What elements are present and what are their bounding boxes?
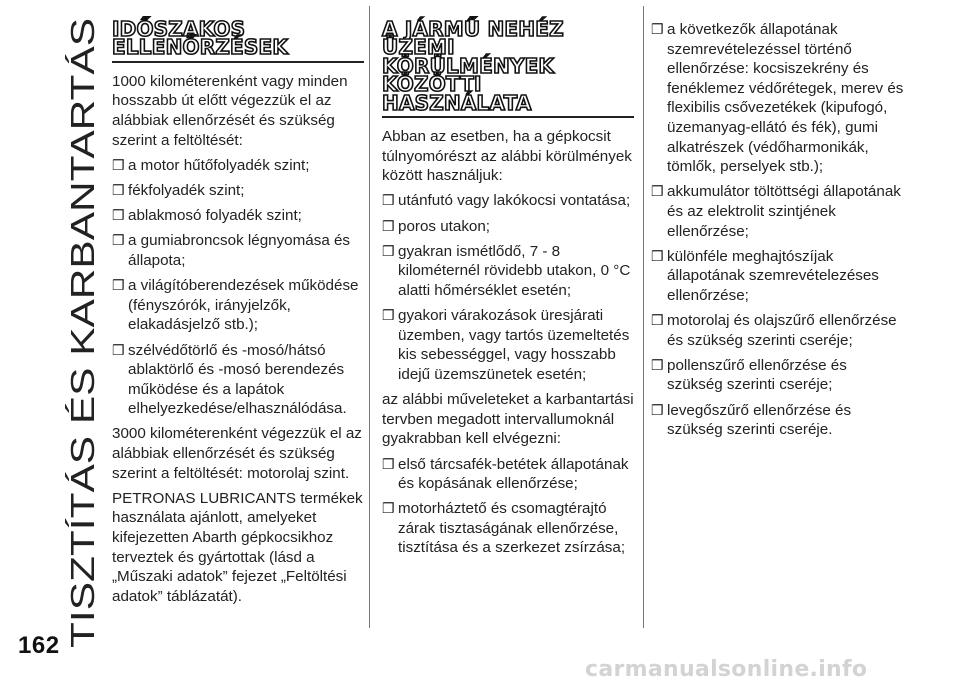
checkbox-bullet-icon: ❒ xyxy=(382,192,395,209)
checkbox-bullet-icon: ❒ xyxy=(651,356,664,373)
list-item-text: a világítóberendezések működése (fényszórók, irányjelzők, elakadásjelző stb.); xyxy=(128,277,359,334)
list-item xyxy=(112,341,364,419)
list-item xyxy=(651,20,906,177)
list-item xyxy=(382,217,634,237)
checkbox-bullet-icon: ❒ xyxy=(112,181,125,198)
paragraph: 1000 kilométerenként vagy minden hosszabb út előtt végezzük el az alábbiak ellenőrzését és szükség szerint a feltöltését: xyxy=(112,72,348,149)
list-item-text: levegőszűrő ellenőrzése és szükség szerinti cseréje. xyxy=(667,401,852,439)
column-heavy-conditions xyxy=(382,17,634,564)
list-item-text: különféle meghajtószíjak állapotának szemrevételezéses ellenőrzése; xyxy=(667,247,879,304)
checkbox-bullet-icon: ❒ xyxy=(651,401,664,418)
list-item-text: pollenszűrő ellenőrzése és szükség szerinti cseréje; xyxy=(667,356,847,394)
list-item-text: ablakmosó folyadék szint; xyxy=(128,207,302,225)
list-item xyxy=(112,156,364,176)
list-item-text: fékfolyadék szint; xyxy=(128,181,245,199)
list-item-text: poros utakon; xyxy=(398,217,491,235)
checkbox-bullet-icon: ❒ xyxy=(382,217,395,234)
checkbox-bullet-icon: ❒ xyxy=(382,455,395,472)
list-item-text: akkumulátor töltöttségi állapotának és az elektrolit szintjének ellenőrzése; xyxy=(667,183,901,240)
paragraph: 3000 kilométerenként végezzük el az alábbiak ellenőrzését és szükség szerint a feltöltését: motorolaj szint. xyxy=(112,425,362,482)
column-continued-checks xyxy=(651,20,906,445)
list-item-text: motorolaj és olajszűrő ellenőrzése és szükség szerinti cseréje; xyxy=(667,312,897,349)
list-item-text: motorháztető és csomagtérajtó zárak tisztaságának ellenőrzése, tisztítása és a szerkezet zsírzása; xyxy=(398,500,626,557)
checkbox-bullet-icon: ❒ xyxy=(651,183,664,200)
checkbox-bullet-icon: ❒ xyxy=(382,307,395,324)
list-item xyxy=(651,356,906,395)
watermark: carmanualsonline.info xyxy=(585,657,868,682)
checkbox-bullet-icon: ❒ xyxy=(651,247,664,264)
heading-line: KÖRÜLMÉNYEK xyxy=(382,53,555,78)
list-item-text: a motor hűtőfolyadék szint; xyxy=(128,156,310,174)
list-item xyxy=(651,247,906,306)
heading-line: ÜZEMI xyxy=(382,35,455,60)
heading-line: HASZNÁLATA xyxy=(382,90,532,115)
heading-heavy-conditions xyxy=(382,17,634,118)
checkbox-bullet-icon: ❒ xyxy=(112,341,125,358)
section-side-title xyxy=(14,8,104,658)
list-item-text: utánfutó vagy lakókocsi vontatása; xyxy=(398,192,631,210)
heading-line: IDŐSZAKOS xyxy=(112,17,246,41)
side-title-text: TISZTÍTÁS ÉS KARBANTARTÁS xyxy=(64,157,101,648)
list-item-text: a gumiabroncsok légnyomása és állapota; xyxy=(128,232,351,269)
list-item xyxy=(382,499,634,558)
checkbox-bullet-icon: ❒ xyxy=(382,500,395,517)
checkbox-bullet-icon: ❒ xyxy=(382,242,395,259)
list-item xyxy=(382,306,634,384)
list-item xyxy=(112,206,364,226)
column-periodic-checks xyxy=(112,17,364,612)
list-item xyxy=(382,455,634,494)
list-item xyxy=(651,311,906,350)
list-item xyxy=(112,181,364,201)
list-item-text: első tárcsafék-betétek állapotának és kopásának ellenőrzése; xyxy=(398,455,629,493)
heading-line: KÖZÖTTI xyxy=(382,72,482,97)
checkbox-bullet-icon: ❒ xyxy=(112,207,125,224)
checkbox-bullet-icon: ❒ xyxy=(112,232,125,249)
page-number: 162 xyxy=(18,632,60,659)
column-divider-2 xyxy=(643,6,644,628)
heading-periodic-checks xyxy=(112,17,364,63)
list-item-text: gyakran ismétlődő, 7 - 8 kilométernél rövidebb utakon, 0 °C alatti hőmérséklet esetén; xyxy=(398,242,631,299)
checkbox-bullet-icon: ❒ xyxy=(112,156,125,173)
paragraph: Abban az esetben, ha a gépkocsit túlnyomórészt az alábbi körülmények között használjuk: xyxy=(382,128,632,185)
checkbox-bullet-icon: ❒ xyxy=(651,312,664,329)
column-divider-1 xyxy=(369,6,370,628)
heading-line: ELLENŐRZÉSEK xyxy=(112,35,289,60)
paragraph: az alábbi műveleteket a karbantartási tervben megadott intervallumoknál gyakrabban kell elvégezni: xyxy=(382,391,634,448)
paragraph: PETRONAS LUBRICANTS termékek használata ajánlott, amelyeket kifejezetten Abarth gépkocsikhoz terveztek és gyártottak (lásd a „Műszaki adatok” fejezet „Feltöltési adatok” táblázatát). xyxy=(112,489,363,605)
list-item xyxy=(382,242,634,301)
checkbox-bullet-icon: ❒ xyxy=(651,21,664,37)
checkbox-bullet-icon: ❒ xyxy=(112,277,125,294)
list-item xyxy=(651,401,906,440)
list-item xyxy=(112,231,364,270)
list-item xyxy=(651,182,906,241)
list-item-text: a következők állapotának szemrevételezéssel történő ellenőrzése: kocsiszekrény és fenéklemez védőrétegek, merev és flexibilis csővezetékek (kipufogó, üzemanyag-ellátó és fék), gumi alkatrészek (védőharmonikák, tömlők, perselyek stb.); xyxy=(667,21,904,176)
list-item xyxy=(382,191,634,211)
list-item xyxy=(112,276,364,335)
heading-line: A JÁRMŰ NEHÉZ xyxy=(382,17,564,41)
list-item-text: gyakori várakozások üresjárati üzemben, vagy tartós üzemeltetés kis sebességgel, vagy hosszabb idejű üzemszünetek esetén; xyxy=(398,307,630,383)
list-item-text: szélvédőtörlő és -mosó/hátsó ablaktörlő és -mosó berendezés működése és a lapátok elhelyezkedése/elhasználódása. xyxy=(128,341,347,418)
